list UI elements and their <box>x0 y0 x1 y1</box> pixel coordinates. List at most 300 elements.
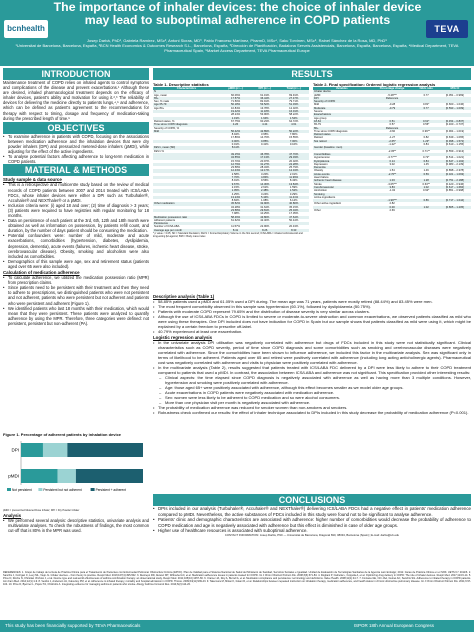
analysis-heading: Analysis <box>3 513 22 518</box>
poster-header <box>0 0 474 66</box>
table-2-cell: 0.92* <box>423 189 430 193</box>
table-1-cell: 13.84% <box>278 183 309 186</box>
table-2-cell: Exacerbations <box>313 113 371 116</box>
logistic-item: • In the univariate analysis DPI utilisation was negatively correlated with adherence but drugs of FDCs included in this study were not statistically significant. Clinical characteristics such as COPD severity, period of time since COPD diagnosis and some comorbidities such as smoking and cerebrovascular diseases were negatively correlated with adherence. Since the comorbidities have been shown to influence adherence, we included this factor in the multivariate analysis. Sex was significant only in terms of likelihood to be adherent. Patients aged over 65 and retired were positively correlated with adherence (including long acting anticholinergic agents). Pharmaceutical cost was negatively correlated with adherence and visits to physician were positively correlated with adherence. <box>153 340 471 365</box>
table-2-cell: [0.460 – 0.737] <box>445 123 464 127</box>
references: REFERENCES: 1. Grupo de trabajo de la Guía de Práctica Clínica para el Tratamiento de Pacientes con Enfermedad Pulmonar Obstructiva Crónica (EPOC). Plan de Calidad para el Sistema Nacional de Salud del Ministerio de Sanidad, Servicios Sociales e Igualdad. Unidad de Evaluación de Tecnologías Sanitarias de la Agencia Laín Entralgo; 2012. Guías de Práctica Clínica en el SNS: UETS N.º 2011/6. 2. Sanchis J, Corrigan C, Levy ML, Viejo JL. Inhaler devices – from theory to practice. Respir Med. 2013;107(4):495-502. 3. Restrepo RD, Alvarez MT, Wittnebel LD, et al. Medication adherence issues in patients treated for COPD. Int J Chron Obstruct Pulmon Dis. 2008;3(3):371-84. 4. Rogliani P, Calzetta L, Coppola A, et al. Optimizing drug delivery in COPD: The role of inhaler devices. Respir Med. 2017;124:6-14. 5. Price D, Roche N, Christian Virchow J, et al. Device type and real-world effectiveness of asthma combination therapy: an observational study. Respir Med. 2011;105(10):1457-66. 6. Cramer JA, Roy A, Burrell A, et al. Medication compliance and persistence: terminology and definitions. Value Health. 2008;11(1):44-7. 7. Fontana GE, Ortí JAA, Guirao AC, Sanchis SG. Adherence to inhaled therapy in COPD patients. Ann Fam Med. 2014;12(1):1-9. 8. Vestbo J, Anderson JA, Calverley PM, et al. Adherence to inhaled therapy, mortality and hospital admission in COPD. Thorax. 2009;64(11):939-43. 9. Takemura M, Mitsui K, Itotani R, et al. Relationships between repeated instruction on inhalation therapy, medication adherence, and health status in chronic obstructive pulmonary disease. Int J Chron Obstruct Pulmon Dis. 2011;6:97-104. 10. Price D, Bjermer L, Popov TA, Chisholm A. Integrating evidence for managing asthma in patients who smoke. Allergy Asthma Immunol Res. 2014;6(2):114-20. <box>3 571 472 587</box>
table-2-cell: Gender (baseline: men) <box>313 146 371 149</box>
table-2-cell: 1.02 <box>414 186 439 189</box>
objectives-heading: OBJECTIVES <box>3 122 149 134</box>
methods-heading: MATERIAL & METHODS <box>3 164 149 176</box>
table-2-cell: Not retired <box>313 140 371 143</box>
descriptive-item: • Patients with moderate COPD represent 79.65% and the distribution of disease severity is very similar across clusters. <box>153 309 471 314</box>
results-text <box>153 293 471 415</box>
table-2-cell: [0.660 – 1.046] <box>445 103 464 107</box>
table-1-cell: Retired status, % <box>154 119 175 123</box>
table-2-cell: Dyslipidemia <box>313 160 371 163</box>
affiliations: ¹Universitat de Barcelona, Barcelona, España, ²BCN Health Economics & Outcomes Research S.L., Barcelona, España, ³Dirección de Planificación, Badalona Serveis Assistencials, Barcelona, España, Barcelona, España, ⁴Medical Department, TEVA Pharmaceutical Spain, ⁵Market Access Department, TEVA Pharmaceutical Europe <box>15 43 459 54</box>
table-1-cell: 50.18% <box>220 103 251 106</box>
table-2-cell: 0.14 <box>371 160 414 163</box>
table-1-cell: 0.41% <box>260 143 269 147</box>
table-2-cell: 3.02 <box>389 162 395 166</box>
table-2-cell: 3.83 <box>371 186 414 189</box>
table-2-cell: DPI <box>313 97 371 100</box>
table-1-cell: 3.24% <box>260 192 269 196</box>
table-1-cell: 64.72% <box>289 119 299 123</box>
table-2-title: Table 2. Final specification: Ordered logistic regression analysis <box>313 82 436 87</box>
figure-1 <box>3 432 149 540</box>
table-1-cell: 58.46% <box>220 216 251 219</box>
table-2-cell: -3.05*** <box>387 182 397 186</box>
table-1-cell: 17.86% <box>230 136 241 140</box>
conclusions-list <box>153 506 471 534</box>
table-1-cell: 43.80% <box>251 216 278 219</box>
table-1-cell: 50.22% <box>278 130 309 133</box>
table-1-cell: 1.59% <box>289 185 298 189</box>
table-1-cell: 28.24% <box>230 113 241 117</box>
study-sample-heading: Study sample & data source <box>3 177 62 183</box>
table-1-cell: 10.25% <box>260 212 270 216</box>
table-1-cell: 14.30% <box>251 183 278 186</box>
table-1-cell: 1.19% <box>220 117 251 120</box>
table-1-cell: 2.15% <box>231 185 240 189</box>
table-2-cell: -3.77*** <box>387 156 397 160</box>
calculation-heading: Calculation of medication adherence <box>3 270 80 275</box>
logistic-heading: Logistic regression analysis <box>153 335 213 340</box>
table-1-cell: 25.79% <box>289 166 299 170</box>
table-1-cell: 61.19% <box>260 93 270 97</box>
table-2 <box>313 82 471 292</box>
results-heading: RESULTS <box>153 68 471 80</box>
table-1-cell: 11.18% <box>251 110 278 113</box>
table-1-cell: 31.64% <box>260 205 270 209</box>
table-1-cell: 20.97% <box>260 159 270 163</box>
table-2-cell: 1.46 <box>423 169 429 173</box>
conclusions-section <box>153 494 471 537</box>
legend-label: Persistent + adherent <box>95 488 126 492</box>
table-1-cell: 23.58% <box>220 209 251 212</box>
table-2-cell: 1.03 <box>371 179 414 182</box>
table-1-cell: 65+ <box>153 97 220 100</box>
table-1-cell: 69.91% <box>289 93 299 97</box>
table-2-cell: [0.617 – 1.684] <box>439 186 471 189</box>
table-2-cell: 0.86 <box>414 199 439 202</box>
table-1-cell: 49.15% <box>220 153 251 156</box>
table-1-cell: 7.70% <box>220 176 251 179</box>
table-row <box>313 130 471 133</box>
table-1-cell: 8.43% <box>289 179 298 183</box>
table-1 <box>153 82 309 292</box>
table-2-cell: [0.998 – 1.572] <box>439 140 471 143</box>
table-1-cell: 1.08% <box>260 199 269 203</box>
table-1-cell: 15.55% <box>289 136 299 140</box>
table-1-cell: 19.42% <box>220 110 251 113</box>
table-1-cell: 7.98% <box>231 212 240 216</box>
table-1-cell: 4.84% <box>251 176 278 179</box>
table-2-cell: 18-64 <box>313 120 371 123</box>
category-label: DPI <box>11 447 19 453</box>
table-1-cell: 2.61% <box>260 185 269 189</box>
table-1-cell: 10.84% <box>230 106 241 110</box>
regression-table <box>313 87 471 212</box>
table-2-cell: 1.02 <box>414 206 439 209</box>
logistic-subitem: – Clinical aspects: the time elapsed since COPD diagnosis is negatively associated with adherence as well as having more than 3 multiple conditions. However, hypertension and smoking were positively correlated with adherence. <box>153 375 471 385</box>
table-2-cell: Hypertension <box>314 156 330 160</box>
table-2-cell: 0.61* <box>414 120 439 123</box>
table-1-cell: 2.48% <box>251 189 278 192</box>
table-2-cell: -0.79 <box>371 107 414 110</box>
table-2-cell: [0.559 – 0.913] <box>445 149 464 153</box>
table-2-column-header: Odds ratio <box>414 87 439 90</box>
logistic-subitem: – Age: those aged 65+ were positively associated with adherence, although this effect becomes smaller as we model older age groups. <box>153 385 471 390</box>
table-1-cell: 7.00% <box>278 140 309 143</box>
table-2-cell: 0.63** <box>422 182 430 186</box>
table-2-cell: [0.639 – 1.065] <box>445 136 464 140</box>
table-2-cell: Age group <box>314 116 327 120</box>
descriptive-statistics-table <box>153 87 309 232</box>
contact-information: CONTACT INFORMATION: Josep Darbà, PhD — Universitat de Barcelona, Diagonal 690, 08034, Barcelona (Spain) | E-mail: darba@ub.edu <box>224 532 400 537</box>
table-2-cell: 1.45 <box>423 162 429 166</box>
table-2-cell <box>439 209 471 212</box>
table-2-cell: Other <box>314 208 321 212</box>
table-2-cell: 1.54 <box>389 169 395 173</box>
table-2-cell: [0.051 – 0.969] <box>445 93 464 97</box>
table-2-cell: Cerebrovascular <box>313 186 371 189</box>
table-1-column-header: Total (n=...) <box>278 87 309 90</box>
table-2-cell: Alcoholism <box>314 189 327 193</box>
table-1-cell: 4.25% <box>231 192 240 196</box>
table-1-cell: 8.11% <box>220 146 251 149</box>
introduction-heading: INTRODUCTION <box>3 68 149 80</box>
table-1-cell: 60.23% <box>260 119 270 123</box>
table-1-cell: 22.96% <box>260 225 270 229</box>
table-1-cell: 56.42% <box>220 130 251 133</box>
table-2-cell: [0.420 – 0.946] <box>445 182 464 186</box>
table-1-cell: 0.00% <box>220 140 251 143</box>
methods-text <box>3 177 149 326</box>
table-2-cell: -0.28 <box>389 103 396 107</box>
table-1-cell: 8.91% <box>231 179 240 183</box>
table-1-cell: 22.28% <box>278 163 309 166</box>
legend-swatch <box>38 488 42 491</box>
table-2-cell: Mild <box>314 103 319 107</box>
table-1-cell: Persistence <box>153 222 220 225</box>
table-1-cell: 8.41 <box>220 229 251 232</box>
table-1-cell: 17.13% <box>251 156 278 159</box>
table-1-cell: Mild <box>153 130 220 133</box>
table-2-cell: 0.51 <box>371 120 414 123</box>
table-2-cell: Depression <box>314 162 328 166</box>
table-1-cell: 28.34% <box>260 166 270 170</box>
table-1-cell: 2.01% <box>289 172 298 176</box>
table-1-cell: N <box>153 90 220 93</box>
table-1-cell: Number of ICS/LABA <box>154 225 180 229</box>
table-1-cell: Age 80+ <box>154 106 165 110</box>
table-1-cell: 20.02% <box>289 159 299 163</box>
table-1-cell: 15.70% <box>230 159 241 163</box>
poster-footer <box>0 620 474 632</box>
table-2-cell: [0.851 – 0.998] <box>445 189 464 193</box>
table-1-cell: 46.78% <box>251 153 278 156</box>
method-item: • Demographics of this sample were age, sex and retirement status (patients aged over 65 were also included). <box>3 259 149 269</box>
bar-segment <box>43 443 67 457</box>
table-2-cell: -5.28*** <box>387 93 397 97</box>
bar-segment <box>76 469 143 483</box>
legend-label: Persistent but not adherent <box>43 488 82 492</box>
figure-1-chart <box>3 437 149 509</box>
table-1-cell: FEV1 % <box>154 149 164 153</box>
table-1-note: * p value < 0.05; SD = Standard Deviation; FEV1 = Forced Expiratory Volume in the first second; ICS/LABA = inhaled corticosteroid and long-acting β2-agonist; BMI = Body mass index. <box>153 232 303 239</box>
table-2-cell: -1.99*** <box>371 199 414 202</box>
teva-logo <box>426 20 468 38</box>
poster-title: The importance of inhaler devices: the choice of inhaler device may lead to suboptimal adherence in COPD patients <box>53 0 422 27</box>
table-2-cell <box>414 209 439 212</box>
table-1-cell: 12.02% <box>289 106 299 110</box>
table-1-cell: 12.43% <box>220 169 251 172</box>
bar-segment <box>21 443 43 457</box>
table-1-cell: 0.10% <box>289 143 298 147</box>
table-2-cell: [0.717 – 1.044] <box>439 199 471 202</box>
table-1-cell: 17.57% <box>220 97 251 100</box>
table-1-cell: 17.05% <box>289 212 299 216</box>
table-2-cell: 0.56* <box>423 123 430 127</box>
table-1-cell: 8.84% <box>231 199 240 203</box>
table-1-cell: 50.44% <box>289 218 299 222</box>
descriptive-item: • Although the use of ICS/LABA FDCs in COPD is limited to severe or moderate-to-severe obstruction and common exacerbations, we observed patients classified as mild who were using these therapies. One DPI included does not have indication for COPD in Spain but our sample shows that patients classified as mild were using it, which might be explained by a certain freedom to prescribe off-label. <box>153 314 471 329</box>
table-2-cell: 1.28 <box>414 179 439 182</box>
right-column <box>153 68 471 80</box>
table-row <box>313 209 471 212</box>
table-1-cell: FEV1, mean (SD) <box>153 146 220 149</box>
table-2-cell: 0.72* <box>423 156 430 160</box>
table-1-cell: 42.40% <box>260 218 270 222</box>
descriptive-item: • 58.85% patients used a pMDI and 61.05% used a DPI during. The mean age was 71 years, patients were mostly retired (88.44%) and 83.45% were men. <box>153 299 471 304</box>
table-2-cell: [0.898 – 2.378] <box>445 169 464 173</box>
analysis-block <box>3 513 149 533</box>
legend-label: Not persistent <box>12 488 32 492</box>
table-2-cell: [0.321 – 1.093] <box>439 173 471 176</box>
table-1-cell: 58.22% <box>289 113 299 117</box>
table-1-title: Table 1. Descriptive statistics <box>153 82 209 87</box>
table-2-cell: Reference <box>371 97 414 100</box>
figure-1-title: Figure 1. Percentage of adherent patients by inhalation device <box>3 432 122 437</box>
calc-item: • Since patients need to be persistent with their treatment and then they need to adhere to prescriptions, we distinguished patients who were not persistent and not adherent, patients who were persistent but not adherent and patients who were persistent and adherent (Figure 1). <box>3 285 149 305</box>
table-2-cell: Acute events <box>313 173 371 176</box>
analysis-item: • We performed several analysis: descriptive statistics, univariate analysis and multivariate analyses. To check the robustness of findings, the most common cut-off that is 80% in the MPR was used. <box>3 518 149 533</box>
funding-note: This study has been financially supported by TEVA Pharmaceuticals <box>5 623 141 628</box>
bar-segment <box>58 469 76 483</box>
table-2-cell: 0.59 <box>414 173 439 176</box>
table-2-cell: 0.82 <box>423 136 429 140</box>
table-1-cell: 66.06% <box>230 93 241 97</box>
table-1-cell: Severity of COPD, % <box>154 126 180 130</box>
table-1-cell: Sex, % male <box>154 100 170 104</box>
table-2-cell: 0.57 <box>389 123 395 127</box>
table-1-cell: 35.15% <box>289 205 299 209</box>
table-1-column-header: DPI (n=...) <box>251 87 278 90</box>
method-item: • This is a retrospective and multicentre study based on the review of medical records of COPD patients between 2007 and 2014 treated with ICS/LABA FDCs, whose inhaler devices were either a DPI such as Turbuhaler®, Accuhaler® and NEXThaler® or a pMDI. <box>3 182 149 202</box>
method-item: • Inclusion criteria were: (i) aged 18 and over; (2) time of diagnosis > 3 years; (3) patients were required to have registries with regular monitoring for 18 months. <box>3 203 149 218</box>
descriptive-heading: Descriptive analysis (Table 1) <box>153 294 215 299</box>
table-2-cell: -2.70** <box>371 173 414 176</box>
table-1-cell: 71.50% <box>230 100 241 104</box>
table-2-cell: [0.647 – 1.102] <box>439 160 471 163</box>
table-1-cell: 5.44% <box>251 196 278 199</box>
table-2-cell: Active ingredients <box>314 195 336 199</box>
table-2-cell: 0.77 <box>423 93 429 97</box>
conclusion-item: • Higher use of healthcare resources is associated with suboptimal adherence. <box>153 528 471 534</box>
table-2-cell: 80+ <box>313 127 371 130</box>
table-2-cell: -1.02 <box>389 189 396 193</box>
category-label: pMDI <box>8 473 19 479</box>
table-2-cell: 0.84 <box>423 143 429 147</box>
table-1-cell: 29.03% <box>278 156 309 159</box>
table-1-cell: 1.52% <box>278 189 309 192</box>
table-1-cell: 1.64% <box>251 117 278 120</box>
table-1-cell: 79.71% <box>289 100 299 104</box>
logistic-item: • The probability of medication adherence was reduced for smoker women than non-smokers and smokers. <box>153 405 471 410</box>
table-2-cell: 0.00 <box>371 206 414 209</box>
calc-item: • To calculate adherence, we utilized the medication possession ratio (MPR) from prescription claims. <box>3 275 149 285</box>
table-1-cell: 47.70% <box>278 153 309 156</box>
legend-swatch <box>91 488 95 491</box>
figure-1-caption: pMDI = pressurized Metered Dose Inhaler; DPI = Dry Powder Inhaler <box>3 509 80 512</box>
table-2-cell: Retired status <box>313 133 371 136</box>
table-2-cell: [0.964 – 1.019] <box>445 129 464 133</box>
table-2-cell: -2.65* <box>371 140 414 143</box>
table-2-cell: Smoking <box>313 193 371 196</box>
table-1-cell: 8.94% <box>231 133 240 137</box>
table-2-cell: 0.99** <box>422 129 430 133</box>
table-2-column-header: Percentage change <box>371 87 414 90</box>
table-1-cell: 14.76% <box>260 136 270 140</box>
table-1-cell: 2.58% <box>231 172 240 176</box>
table-1-cell: 51.03% <box>278 103 309 106</box>
table-2-cell: Severe <box>314 110 323 114</box>
table-2-cell: 65-79 <box>314 123 321 127</box>
table-1-cell: 13.78% <box>260 106 270 110</box>
table-1-cell: 8.33 <box>278 229 309 232</box>
congress-name: ISPOR 18th Annual European Congress <box>353 623 434 628</box>
logistic-item: • Robustness check confirmed our results: the effect of inhaler technique associated to DPIs included in this study decrease the probability of medication adherence (P<0.001). <box>153 410 471 415</box>
table-2-cell: -1.22* <box>388 143 396 147</box>
bcnhealth-logo-text: bcnhealth <box>7 24 45 33</box>
table-1-cell: 53.96% <box>260 113 270 117</box>
conclusions-heading: CONCLUSIONS <box>153 494 471 506</box>
method-item: • Potential confounders were: number of mild, moderate and acute exacerbations, comorbidities (hypertension, diabetes, dyslipidemia, depression, dementia), acute events (failures, ischemic heart disease, stroke, cerebrovascular disease). Obesity, smoking and alcoholism were also included as comorbidities. <box>3 233 149 258</box>
table-1-column-header: Characteristics <box>153 87 220 90</box>
table-1-cell: 82.91% <box>260 100 270 104</box>
table-1-cell: 34.28% <box>230 205 241 209</box>
table-2-cell: Stroke <box>314 182 322 186</box>
conclusion-item: • Patients' clinic and demographic characteristics are associated with adherence: higher number of comorbidities would decrease the probability of adherence to COPD medication and age is negatively associated with adherence but this effect is diminished in case of older age groups. <box>153 517 471 528</box>
table-2-cell: 0.84 <box>414 160 439 163</box>
bar-segment <box>21 469 58 483</box>
table-1-cell: 27.47% <box>278 97 309 100</box>
table-2-cell: Moderate <box>313 107 371 110</box>
table-2-column-header: Variables <box>313 87 371 90</box>
table-1-cell: 11.99% <box>278 176 309 179</box>
table-1-cell: 4.26 <box>220 123 251 126</box>
table-1-cell: 11.57% <box>231 225 240 229</box>
table-1-cell: 12.79% <box>220 163 251 166</box>
logistic-subitem: – Acute exacerbations in COPD patients were negatively associated with medication adherence. <box>153 390 471 395</box>
table-2-cell: [0.514 – 1.021] <box>445 156 464 160</box>
descriptive-item: • The most frequent comorbidity observed in this sample was hypertension (60.1%), followed by dyslipidaemia (50.75%). <box>153 304 471 309</box>
logistic-subitem: – More than one physician visit per month is negatively associated with adherence. <box>153 400 471 405</box>
table-1-cell: 9.56% <box>260 179 269 183</box>
table-2-cell: Dementia <box>313 166 371 169</box>
table-2-column-header: 95% CI <box>439 87 471 90</box>
table-1-cell: 32.90% <box>251 202 278 205</box>
author-list: Josep Darbà, PhD¹, Gabriela Ramírez, MSc², Antoni Sicras, MD³, Pablo Francesc Martínez, PharmD, MSc⁴, Saku Torvinen, MSc⁵, Rainel Sánchez de la Rosa, MD, PhD⁶ <box>87 38 387 43</box>
introduction-paragraph: Maintenance treatment of COPD relies on inhaled agents to control symptoms and complications of the disease and prevent exacerbations.¹ Although these are desired, inhaled pharmacological treatment depends on the efficacy of inhaler devices, patient's ability and motivation for using it.²,³ The reliability of devices for delivering the medicine directly to patients lungs,⁴,⁵ and adherence, which can be defined as patient's agreement to the recommendations for therapy with respect to timing, dosage and frequency of medication-taking during the prescribed length of time.⁶ <box>3 80 149 121</box>
table-2-cell: 2.69 <box>389 208 395 212</box>
table-1-cell: 1.05% <box>220 189 251 192</box>
table-1-cell: 61.62% <box>230 218 241 222</box>
table-1-cell: 11.41% <box>278 196 309 199</box>
table-2-cell: [0.610 – 1.155] <box>445 143 464 147</box>
table-1-cell: 3.20% <box>260 172 269 176</box>
table-2-cell: 0.77 <box>414 107 439 110</box>
conclusion-item: • DPIs included in our analysis (Turbuhaler®, Accuhaler® and NEXThaler®) delivering ICS/LABA FDCs had a negative effect in patients' medication adherence compared to pMDI. Nevertheless, the active substances of FDCs included in this study were found not to be significant to analyse adherence. <box>153 506 471 517</box>
table-2-cell: [0.983 – 2.139] <box>445 162 464 166</box>
table-2-cell: 1.23* <box>414 140 439 143</box>
table-1-cell: 12.17% <box>251 169 278 172</box>
teva-logo-text: TEVA <box>434 24 460 34</box>
logistic-item: • In the multivariate analysis (Table 2), results suggested that patients treated with ICS/LABA FDC delivered by a DPI were less likely to adhere to their COPD treatment compared to patients that used a pMDI. In contrast, the association between ICS/LABA and adherence was not significant. This specification provided other interesting results: <box>153 365 471 375</box>
table-1-cell: 9.67% <box>220 183 251 186</box>
table-1-cell: 13.24% <box>220 196 251 199</box>
table-2-cell: Other active ingredient <box>314 202 342 206</box>
table-2-cell: Time since COPD diagnosis <box>314 129 348 133</box>
table-1-cell: 34.55% <box>220 156 251 159</box>
table-1-cell: 4.61 <box>278 123 309 126</box>
method-item: • Data on persistence of each patient at the 3rd, 6th, 12th and 18th month were obtained as well as information on possession, by patients refill count, and duration, by the number of days patient should be consuming the medication. <box>3 218 149 233</box>
table-1-cell: 47.64% <box>278 216 309 219</box>
table-1-cell: 4.44 <box>251 123 278 126</box>
table-1-cell: 12.34% <box>278 169 309 172</box>
table-2-cell: -1.27 <box>389 136 396 140</box>
table-2-cell: -2.05** <box>387 149 397 153</box>
table-1-cell: 0.85% <box>251 140 278 143</box>
table-1-cell: Other medication <box>153 202 220 205</box>
table-1-cell: 25.04% <box>278 209 309 212</box>
table-2-cell: [0.865 – 1.205] <box>439 206 471 209</box>
table-2-cell: Obesity <box>314 169 324 173</box>
table-2-cell: 0.81* <box>423 103 430 107</box>
table-1-cell: 23.58% <box>230 166 241 170</box>
table-1-cell: 0.01% <box>231 143 240 147</box>
table-1-cell: 53.52% <box>251 103 278 106</box>
table-1-cell: Time since COPD diagnosis <box>153 123 220 126</box>
table-1-cell: Adherent patients <box>154 218 176 222</box>
calc-item: • We identified patients who last 18 months with their medication, which would mean that they were persistent. These patients were analyzed to quantify adherence by using the MPR. Therefore, three categories were defined: not persistent, persistent but non-adherent (PA). <box>3 306 149 326</box>
table-2-cell: 2.82 <box>389 202 395 206</box>
bar-segment <box>67 443 143 457</box>
table-2-cell: Heart failure <box>314 176 329 180</box>
table-1-cell: 36.44% <box>251 97 278 100</box>
table-1-cell: 3.95% <box>260 133 269 137</box>
logistic-subitem: – Sex: women were less likely to be adherent to COPD medication and so were alcohol consumers. <box>153 395 471 400</box>
objective-item: • To analyse potential factors affecting adherence to long-term medication in COPD patients. <box>3 154 149 164</box>
descriptive-item: • 40.79% experienced at least one exacerbation. <box>153 329 471 334</box>
table-1-cell: 6.12% <box>289 199 298 203</box>
objectives-list <box>3 134 149 165</box>
table-1-cell: Average age per month <box>153 229 220 232</box>
table-1-cell: 31.27% <box>251 163 278 166</box>
table-1-cell: 3.29% <box>289 192 298 196</box>
